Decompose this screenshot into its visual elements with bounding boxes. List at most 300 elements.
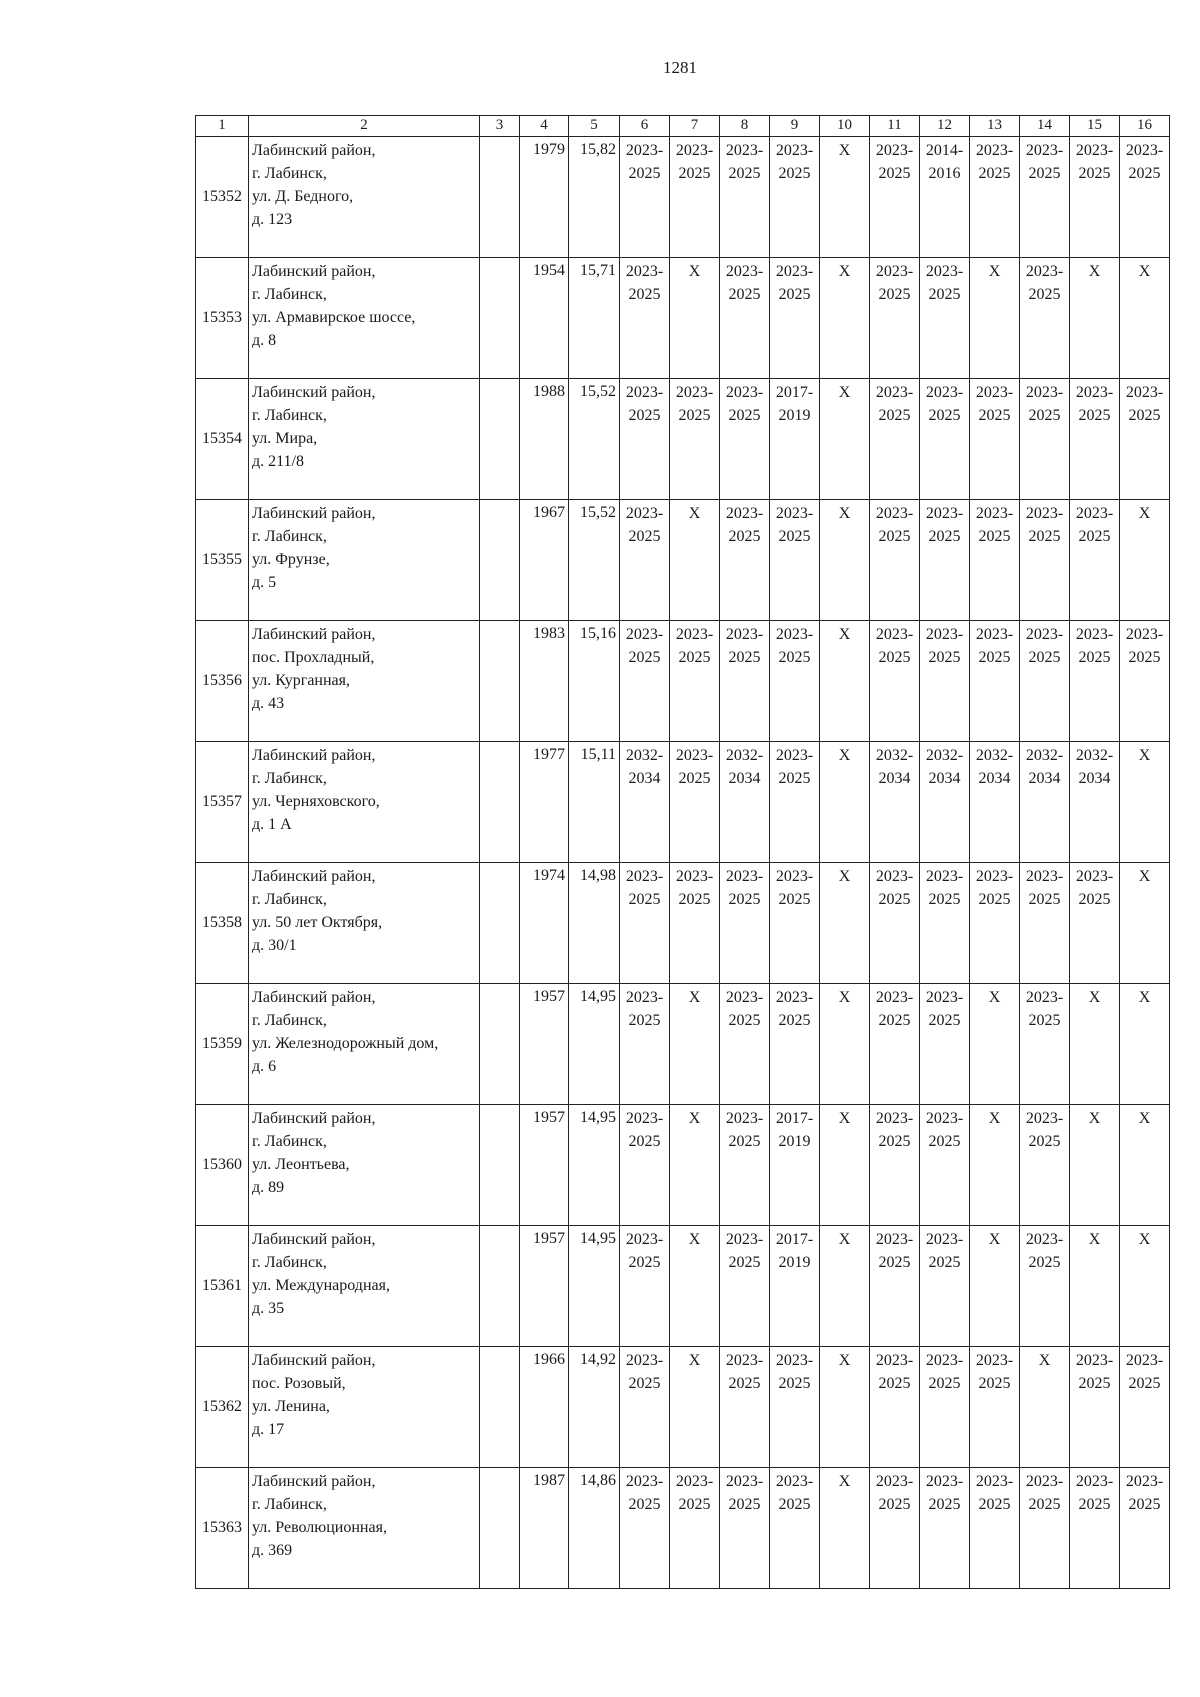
period-text: 2025 bbox=[878, 407, 911, 424]
column-header-8: 8 bbox=[720, 116, 770, 137]
period-text: 2025 bbox=[878, 1496, 911, 1513]
period-text: 2023- bbox=[675, 747, 714, 764]
period-cell-col-8 bbox=[720, 137, 770, 258]
period-cell-col-8 bbox=[720, 742, 770, 863]
period-cell-col-8 bbox=[720, 1105, 770, 1226]
period-cell-col-15 bbox=[1070, 1347, 1120, 1468]
period-text: 2025 bbox=[678, 407, 711, 424]
period-cell-col-12 bbox=[920, 621, 970, 742]
value-cell: 14,98 bbox=[569, 863, 620, 984]
period-cell-col-11 bbox=[870, 1468, 920, 1589]
period-text: 2025 bbox=[1078, 407, 1111, 424]
period-text: 2023- bbox=[1025, 989, 1064, 1006]
period-text: 2023- bbox=[875, 868, 914, 885]
value-cell: 15,16 bbox=[569, 621, 620, 742]
period-text: 2023- bbox=[875, 384, 914, 401]
table-row bbox=[196, 1105, 1170, 1226]
period-text: 2032- bbox=[925, 747, 964, 764]
address-line: Лабинский район, bbox=[252, 384, 376, 401]
period-text: 2023- bbox=[975, 626, 1014, 643]
period-text: 2023- bbox=[875, 989, 914, 1006]
period-cell-col-9 bbox=[770, 621, 820, 742]
period-text: 2025 bbox=[878, 1254, 911, 1271]
column-header-4: 4 bbox=[520, 116, 569, 137]
year-cell: 1983 bbox=[520, 621, 569, 742]
period-text: 2023- bbox=[925, 505, 964, 522]
period-text: 2023- bbox=[925, 1352, 964, 1369]
period-cell-col-16 bbox=[1120, 1226, 1170, 1347]
period-cell-col-8 bbox=[720, 621, 770, 742]
period-text: 2025 bbox=[678, 770, 711, 787]
year-cell: 1954 bbox=[520, 258, 569, 379]
period-text: X bbox=[688, 263, 701, 280]
period-cell-col-6 bbox=[620, 984, 670, 1105]
period-cell-col-15 bbox=[1070, 742, 1120, 863]
period-text: 2023- bbox=[1075, 868, 1114, 885]
period-text: 2025 bbox=[1078, 1375, 1111, 1392]
period-text: 2023- bbox=[1025, 384, 1064, 401]
period-text: 2023- bbox=[875, 1231, 914, 1248]
period-text: X bbox=[988, 989, 1001, 1006]
period-text: 2023- bbox=[1025, 142, 1064, 159]
address-line: д. 6 bbox=[252, 1058, 277, 1075]
period-text: 2025 bbox=[728, 1012, 761, 1029]
period-text: 2023- bbox=[625, 1473, 664, 1490]
period-text: X bbox=[988, 1231, 1001, 1248]
period-text: 2023- bbox=[725, 1231, 764, 1248]
period-text: X bbox=[1088, 989, 1101, 1006]
period-text: 2025 bbox=[628, 1254, 661, 1271]
address-line: ул. Армавирское шоссе, bbox=[252, 309, 416, 326]
period-text: 2025 bbox=[728, 286, 761, 303]
address-cell bbox=[249, 500, 480, 621]
period-text: 2025 bbox=[728, 165, 761, 182]
period-cell-col-11 bbox=[870, 500, 920, 621]
table-row bbox=[196, 379, 1170, 500]
value-cell: 14,92 bbox=[569, 1347, 620, 1468]
period-text: 2025 bbox=[628, 165, 661, 182]
period-text: 2025 bbox=[1028, 1496, 1061, 1513]
period-text: X bbox=[988, 1110, 1001, 1127]
period-text: 2025 bbox=[1078, 1496, 1111, 1513]
period-text: 2023- bbox=[975, 1352, 1014, 1369]
period-cell-col-14 bbox=[1020, 1226, 1070, 1347]
address-cell bbox=[249, 379, 480, 500]
period-text: 2025 bbox=[1028, 165, 1061, 182]
address-line: Лабинский район, bbox=[252, 1110, 376, 1127]
address-line: г. Лабинск, bbox=[252, 1496, 327, 1513]
period-text: 2025 bbox=[728, 407, 761, 424]
period-text: 2025 bbox=[678, 649, 711, 666]
period-text: 2025 bbox=[778, 1375, 811, 1392]
column-header-9: 9 bbox=[770, 116, 820, 137]
period-text: 2017- bbox=[775, 1231, 814, 1248]
period-text: 2023- bbox=[1125, 626, 1164, 643]
period-text: 2023- bbox=[1125, 384, 1164, 401]
period-text: 2019 bbox=[778, 407, 811, 424]
period-text: X bbox=[838, 1231, 851, 1248]
period-text: 2025 bbox=[928, 1254, 961, 1271]
period-cell-col-10 bbox=[820, 258, 870, 379]
period-cell-col-14 bbox=[1020, 1347, 1070, 1468]
period-text: X bbox=[988, 263, 1001, 280]
period-text: 2023- bbox=[875, 1352, 914, 1369]
period-text: 2025 bbox=[728, 1496, 761, 1513]
column-header-5: 5 bbox=[569, 116, 620, 137]
column-3-cell bbox=[480, 500, 520, 621]
period-cell-col-11 bbox=[870, 1347, 920, 1468]
period-text: 2023- bbox=[1125, 142, 1164, 159]
period-cell-col-16 bbox=[1120, 1105, 1170, 1226]
period-cell-col-13 bbox=[970, 863, 1020, 984]
period-cell-col-16 bbox=[1120, 379, 1170, 500]
period-text: 2023- bbox=[925, 1473, 964, 1490]
period-text: 2023- bbox=[675, 142, 714, 159]
column-3-cell bbox=[480, 379, 520, 500]
period-cell-col-11 bbox=[870, 863, 920, 984]
period-text: X bbox=[688, 1110, 701, 1127]
period-cell-col-15 bbox=[1070, 863, 1120, 984]
period-cell-col-15 bbox=[1070, 1468, 1120, 1589]
period-cell-col-15 bbox=[1070, 984, 1120, 1105]
column-3-cell bbox=[480, 137, 520, 258]
period-cell-col-12 bbox=[920, 1226, 970, 1347]
address-line: д. 30/1 bbox=[252, 937, 297, 954]
column-3-cell bbox=[480, 1468, 520, 1589]
period-cell-col-11 bbox=[870, 742, 920, 863]
period-text: X bbox=[838, 384, 851, 401]
period-text: 2025 bbox=[878, 165, 911, 182]
period-text: 2023- bbox=[875, 505, 914, 522]
period-text: 2023- bbox=[1125, 1352, 1164, 1369]
period-text: 2023- bbox=[775, 868, 814, 885]
period-text: 2025 bbox=[628, 1496, 661, 1513]
row-number: 15362 bbox=[196, 1347, 249, 1468]
year-cell: 1979 bbox=[520, 137, 569, 258]
address-line: Лабинский район, bbox=[252, 263, 376, 280]
period-cell-col-12 bbox=[920, 1347, 970, 1468]
period-cell-col-12 bbox=[920, 1105, 970, 1226]
period-text: 2023- bbox=[725, 1110, 764, 1127]
period-cell-col-12 bbox=[920, 863, 970, 984]
period-cell-col-7 bbox=[670, 258, 720, 379]
period-text: 2023- bbox=[725, 505, 764, 522]
period-text: 2025 bbox=[1028, 407, 1061, 424]
row-number: 15360 bbox=[196, 1105, 249, 1226]
column-header-15: 15 bbox=[1070, 116, 1120, 137]
period-text: 2023- bbox=[1075, 505, 1114, 522]
period-text: 2023- bbox=[625, 989, 664, 1006]
period-text: 2025 bbox=[878, 891, 911, 908]
value-cell: 14,86 bbox=[569, 1468, 620, 1589]
address-line: д. 1 А bbox=[252, 816, 292, 833]
period-cell-col-7 bbox=[670, 1226, 720, 1347]
period-text: 2023- bbox=[875, 142, 914, 159]
column-3-cell bbox=[480, 258, 520, 379]
period-text: 2025 bbox=[978, 1375, 1011, 1392]
address-line: д. 369 bbox=[252, 1542, 293, 1559]
period-cell-col-10 bbox=[820, 500, 870, 621]
period-text: 2025 bbox=[778, 165, 811, 182]
period-text: 2023- bbox=[775, 747, 814, 764]
table-row bbox=[196, 500, 1170, 621]
period-cell-col-9 bbox=[770, 379, 820, 500]
period-cell-col-10 bbox=[820, 742, 870, 863]
period-cell-col-9 bbox=[770, 1468, 820, 1589]
period-text: 2025 bbox=[928, 528, 961, 545]
year-cell: 1977 bbox=[520, 742, 569, 863]
address-line: д. 35 bbox=[252, 1300, 285, 1317]
period-cell-col-16 bbox=[1120, 621, 1170, 742]
period-text: 2023- bbox=[675, 868, 714, 885]
period-text: 2023- bbox=[725, 263, 764, 280]
column-header-7: 7 bbox=[670, 116, 720, 137]
period-cell-col-16 bbox=[1120, 258, 1170, 379]
period-text: 2025 bbox=[878, 649, 911, 666]
period-text: 2032- bbox=[1025, 747, 1064, 764]
period-text: 2023- bbox=[925, 1110, 964, 1127]
period-cell-col-14 bbox=[1020, 863, 1070, 984]
period-text: 2023- bbox=[1025, 868, 1064, 885]
period-text: 2023- bbox=[625, 1110, 664, 1127]
period-text: 2023- bbox=[975, 868, 1014, 885]
period-cell-col-13 bbox=[970, 258, 1020, 379]
period-text: 2032- bbox=[725, 747, 764, 764]
period-text: X bbox=[1138, 1231, 1151, 1248]
column-3-cell bbox=[480, 984, 520, 1105]
period-text: X bbox=[1038, 1352, 1051, 1369]
address-line: Лабинский район, bbox=[252, 505, 376, 522]
period-text: 2023- bbox=[725, 142, 764, 159]
period-cell-col-16 bbox=[1120, 500, 1170, 621]
period-cell-col-6 bbox=[620, 379, 670, 500]
row-number: 15356 bbox=[196, 621, 249, 742]
address-line: д. 211/8 bbox=[252, 453, 304, 470]
period-cell-col-10 bbox=[820, 1347, 870, 1468]
value-cell: 15,52 bbox=[569, 500, 620, 621]
table-row bbox=[196, 258, 1170, 379]
period-cell-col-13 bbox=[970, 984, 1020, 1105]
period-text: 2023- bbox=[925, 626, 964, 643]
period-cell-col-13 bbox=[970, 1468, 1020, 1589]
address-line: ул. Черняховского, bbox=[252, 793, 380, 810]
period-cell-col-14 bbox=[1020, 1468, 1070, 1589]
period-cell-col-15 bbox=[1070, 500, 1120, 621]
period-text: 2023- bbox=[1075, 626, 1114, 643]
period-text: 2023- bbox=[625, 1352, 664, 1369]
year-cell: 1957 bbox=[520, 984, 569, 1105]
period-text: 2034 bbox=[978, 770, 1011, 787]
period-text: 2032- bbox=[1075, 747, 1114, 764]
column-header-14: 14 bbox=[1020, 116, 1070, 137]
period-text: X bbox=[838, 1110, 851, 1127]
column-header-2: 2 bbox=[249, 116, 480, 137]
column-header-10: 10 bbox=[820, 116, 870, 137]
address-line: г. Лабинск, bbox=[252, 286, 327, 303]
column-header-6: 6 bbox=[620, 116, 670, 137]
address-line: ул. Ленина, bbox=[252, 1398, 330, 1415]
period-cell-col-8 bbox=[720, 379, 770, 500]
period-text: 2034 bbox=[1028, 770, 1061, 787]
address-line: г. Лабинск, bbox=[252, 891, 327, 908]
period-text: 2025 bbox=[778, 1012, 811, 1029]
period-text: 2023- bbox=[725, 1473, 764, 1490]
table-row bbox=[196, 1226, 1170, 1347]
period-text: X bbox=[838, 989, 851, 1006]
address-cell bbox=[249, 258, 480, 379]
period-text: 2023- bbox=[875, 1473, 914, 1490]
period-text: X bbox=[1138, 505, 1151, 522]
period-cell-col-9 bbox=[770, 137, 820, 258]
housing-table bbox=[195, 115, 1170, 1589]
period-text: 2023- bbox=[975, 142, 1014, 159]
period-text: X bbox=[1138, 747, 1151, 764]
address-line: Лабинский район, bbox=[252, 747, 376, 764]
period-text: 2023- bbox=[725, 384, 764, 401]
period-text: 2023- bbox=[775, 142, 814, 159]
period-cell-col-7 bbox=[670, 863, 720, 984]
period-text: X bbox=[1138, 868, 1151, 885]
period-text: 2025 bbox=[1028, 286, 1061, 303]
period-text: 2023- bbox=[1025, 626, 1064, 643]
period-cell-col-8 bbox=[720, 1226, 770, 1347]
address-line: д. 123 bbox=[252, 211, 293, 228]
period-text: 2017- bbox=[775, 384, 814, 401]
column-header-13: 13 bbox=[970, 116, 1020, 137]
period-cell-col-9 bbox=[770, 258, 820, 379]
period-text: 2023- bbox=[975, 505, 1014, 522]
period-text: 2023- bbox=[775, 626, 814, 643]
period-cell-col-6 bbox=[620, 137, 670, 258]
period-cell-col-7 bbox=[670, 1347, 720, 1468]
page-number: 1281 bbox=[663, 58, 697, 77]
period-text: X bbox=[1138, 989, 1151, 1006]
period-cell-col-9 bbox=[770, 1105, 820, 1226]
address-cell bbox=[249, 1226, 480, 1347]
period-text: 2025 bbox=[628, 891, 661, 908]
period-text: X bbox=[688, 989, 701, 1006]
column-header-16: 16 bbox=[1120, 116, 1170, 137]
period-cell-col-16 bbox=[1120, 984, 1170, 1105]
address-line: пос. Розовый, bbox=[252, 1375, 346, 1392]
period-cell-col-11 bbox=[870, 379, 920, 500]
address-line: Лабинский район, bbox=[252, 142, 376, 159]
period-cell-col-6 bbox=[620, 1226, 670, 1347]
column-3-cell bbox=[480, 1105, 520, 1226]
period-text: 2023- bbox=[625, 868, 664, 885]
period-text: 2023- bbox=[1075, 384, 1114, 401]
period-text: 2025 bbox=[978, 528, 1011, 545]
period-text: 2025 bbox=[728, 891, 761, 908]
period-cell-col-15 bbox=[1070, 258, 1120, 379]
address-line: Лабинский район, bbox=[252, 1352, 376, 1369]
row-number: 15363 bbox=[196, 1468, 249, 1589]
period-text: 2023- bbox=[1075, 1352, 1114, 1369]
address-line: г. Лабинск, bbox=[252, 1254, 327, 1271]
period-text: 2025 bbox=[978, 407, 1011, 424]
address-line: г. Лабинск, bbox=[252, 770, 327, 787]
address-line: ул. Д. Бедного, bbox=[252, 188, 354, 205]
period-cell-col-6 bbox=[620, 258, 670, 379]
period-text: 2023- bbox=[925, 1231, 964, 1248]
period-text: 2032- bbox=[625, 747, 664, 764]
period-cell-col-16 bbox=[1120, 1347, 1170, 1468]
period-cell-col-14 bbox=[1020, 1105, 1070, 1226]
address-line: ул. Железнодорожный дом, bbox=[252, 1035, 439, 1052]
period-text: 2023- bbox=[625, 263, 664, 280]
period-text: 2025 bbox=[1028, 891, 1061, 908]
period-text: 2025 bbox=[1028, 1133, 1061, 1150]
period-text: 2023- bbox=[875, 263, 914, 280]
period-text: X bbox=[838, 747, 851, 764]
period-text: X bbox=[1088, 263, 1101, 280]
period-text: 2025 bbox=[1078, 649, 1111, 666]
period-text: 2034 bbox=[928, 770, 961, 787]
period-cell-col-14 bbox=[1020, 742, 1070, 863]
period-cell-col-10 bbox=[820, 379, 870, 500]
address-line: ул. 50 лет Октября, bbox=[252, 914, 383, 931]
period-text: 2023- bbox=[925, 263, 964, 280]
period-text: 2023- bbox=[625, 505, 664, 522]
period-text: X bbox=[1088, 1110, 1101, 1127]
period-cell-col-8 bbox=[720, 1347, 770, 1468]
period-text: 2023- bbox=[625, 1231, 664, 1248]
period-text: X bbox=[838, 505, 851, 522]
table-row bbox=[196, 984, 1170, 1105]
row-number: 15355 bbox=[196, 500, 249, 621]
period-text: 2025 bbox=[928, 891, 961, 908]
period-cell-col-10 bbox=[820, 621, 870, 742]
period-text: 2025 bbox=[978, 649, 1011, 666]
year-cell: 1987 bbox=[520, 1468, 569, 1589]
period-text: 2025 bbox=[1128, 165, 1161, 182]
period-text: 2023- bbox=[625, 384, 664, 401]
table-row bbox=[196, 742, 1170, 863]
period-text: X bbox=[838, 1352, 851, 1369]
address-cell bbox=[249, 1347, 480, 1468]
period-text: 2025 bbox=[1128, 407, 1161, 424]
period-text: 2025 bbox=[1028, 528, 1061, 545]
period-text: 2023- bbox=[675, 384, 714, 401]
row-number: 15358 bbox=[196, 863, 249, 984]
period-text: 2025 bbox=[928, 407, 961, 424]
row-number: 15354 bbox=[196, 379, 249, 500]
period-cell-col-12 bbox=[920, 379, 970, 500]
year-cell: 1966 bbox=[520, 1347, 569, 1468]
period-text: 2023- bbox=[1025, 505, 1064, 522]
address-line: Лабинский район, bbox=[252, 868, 376, 885]
period-cell-col-6 bbox=[620, 742, 670, 863]
address-line: Лабинский район, bbox=[252, 626, 376, 643]
table-row bbox=[196, 863, 1170, 984]
column-3-cell bbox=[480, 1226, 520, 1347]
period-text: 2023- bbox=[875, 626, 914, 643]
period-text: 2025 bbox=[878, 286, 911, 303]
period-cell-col-6 bbox=[620, 1105, 670, 1226]
period-cell-col-11 bbox=[870, 1226, 920, 1347]
year-cell: 1957 bbox=[520, 1226, 569, 1347]
period-cell-col-6 bbox=[620, 621, 670, 742]
period-text: 2023- bbox=[775, 505, 814, 522]
period-text: 2025 bbox=[778, 528, 811, 545]
address-cell bbox=[249, 984, 480, 1105]
period-text: 2025 bbox=[928, 1496, 961, 1513]
period-text: 2019 bbox=[778, 1133, 811, 1150]
period-text: 2025 bbox=[878, 1012, 911, 1029]
address-line: г. Лабинск, bbox=[252, 407, 327, 424]
period-cell-col-7 bbox=[670, 621, 720, 742]
period-text: 2025 bbox=[1078, 891, 1111, 908]
